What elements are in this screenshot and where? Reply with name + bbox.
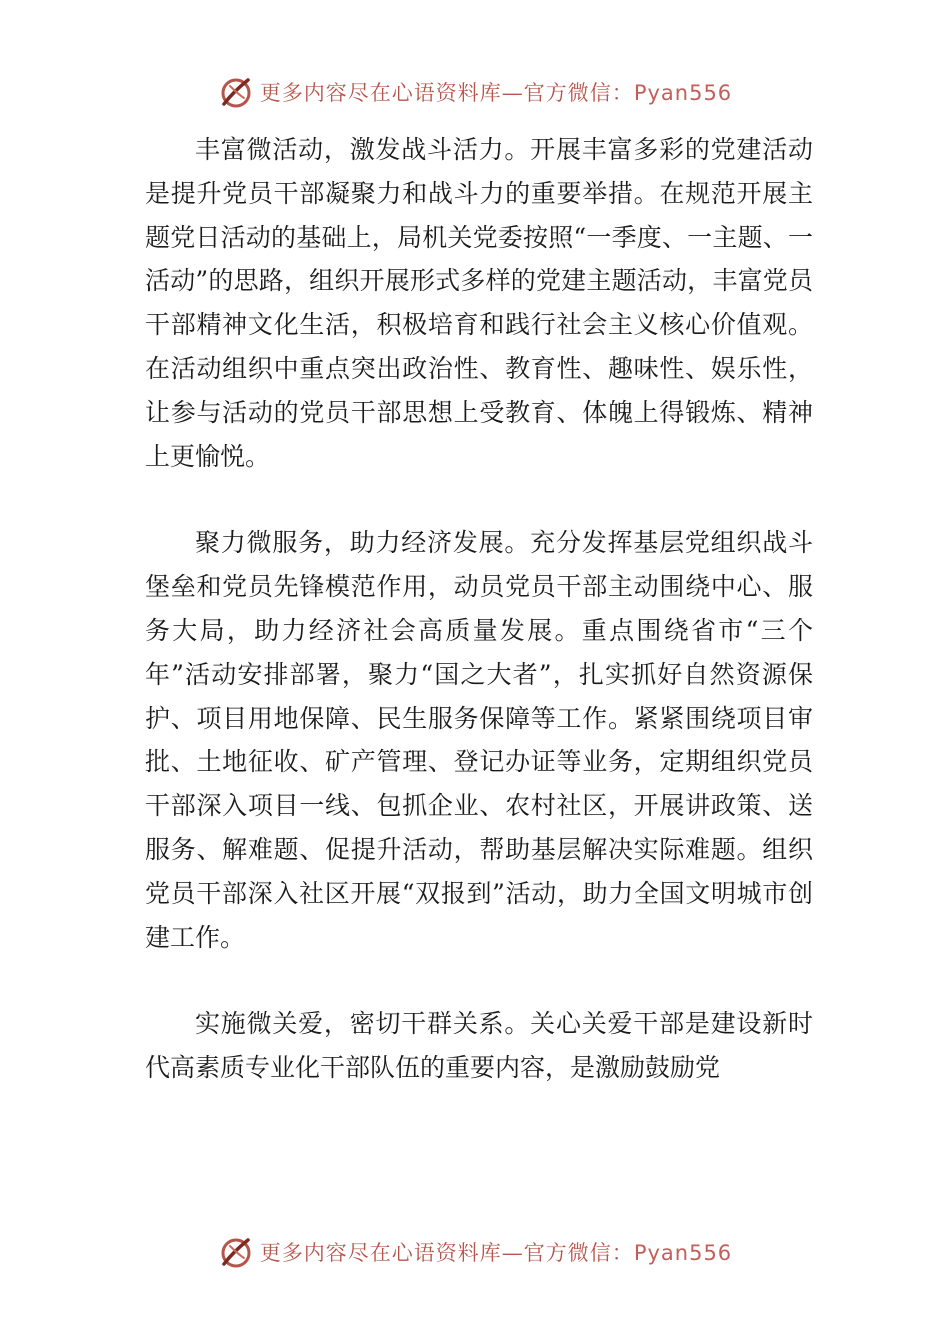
paragraph-3: 实施微关爱，密切干群关系。关心关爱干部是建设新时代高素质专业化干部队伍的重要内容，是激励鼓励党 [145, 1009, 813, 1083]
ink-brush-logo-icon [218, 74, 254, 110]
header-banner-text [260, 77, 732, 107]
header-banner-label: 更多内容尽在心语资料库—官方微信： [259, 81, 634, 105]
paragraph-1: 丰富微活动，激发战斗活力。开展丰富多彩的党建活动是提升党员干部凝聚力和战斗力的重要举措。在规范开展主题党日活动的基础上，局机关党委按照“一季度、一主题、一活动”的思路，组织开展形式多样的党建主题活动，丰富党员干部精神文化生活，积极培育和践行社会主义核心价值观。在活动组织中重点突出政治性、教育性、趣味性、娱乐性，让参与活动的党员干部思想上受教育、体魄上得锻炼、精神上更愉悦。 [145, 135, 813, 471]
footer-banner-text [260, 1237, 732, 1267]
document-body [145, 128, 813, 1090]
ink-brush-logo-icon [218, 1234, 254, 1270]
footer-banner [0, 1232, 950, 1272]
header-banner [0, 72, 950, 112]
footer-banner-label: 更多内容尽在心语资料库—官方微信： [259, 1241, 634, 1265]
paragraph-2: 聚力微服务，助力经济发展。充分发挥基层党组织战斗堡垒和党员先锋模范作用，动员党员干部主动围绕中心、服务大局，助力经济社会高质量发展。重点围绕省市“三个年”活动安排部署，聚力“国之大者”，扎实抓好自然资源保护、项目用地保障、民生服务保障等工作。紧紧围绕项目审批、土地征收、矿产管理、登记办证等业务，定期组织党员干部深入项目一线、包抓企业、农村社区，开展讲政策、送服务、解难题、促提升活动，帮助基层解决实际难题。组织党员干部深入社区开展“双报到”活动，助力全国文明城市创建工作。 [145, 528, 813, 952]
footer-wechat-id: Pyan556 [633, 1241, 733, 1265]
header-wechat-id: Pyan556 [633, 81, 733, 105]
